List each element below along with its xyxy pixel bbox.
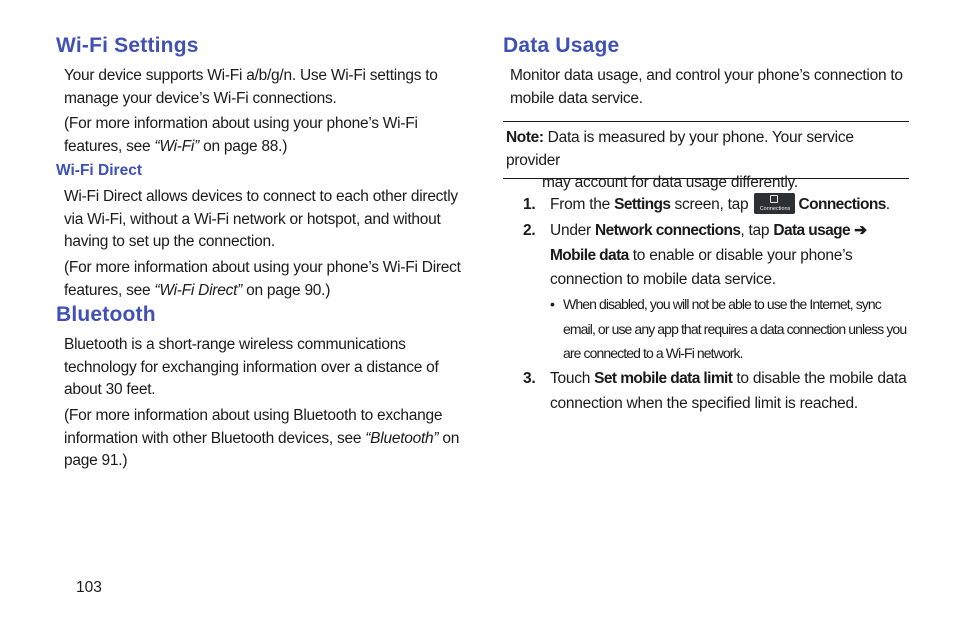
wifi-direct-ref-pre: (For more information about using your phone’s Wi-Fi Direct features, see — [64, 259, 461, 299]
bluetooth-intro: Bluetooth is a short-range wireless communications technology for exchanging information over a distance of about 30 feet. — [64, 336, 439, 398]
connections-icon-caption: Connections — [759, 206, 791, 212]
wifi-ref-post: on page 88.) — [199, 137, 288, 155]
bluetooth-ref-link: “Bluetooth” — [365, 429, 439, 447]
data-usage-intro: Monitor data usage, and control your phone’s connection to mobile data service. — [510, 67, 903, 107]
wifi-settings-intro: Your device supports Wi-Fi a/b/g/n. Use Wi-Fi settings to manage your device’s Wi-Fi connections. — [64, 67, 438, 107]
note-line-1: Data is measured by your phone. Your service provider — [506, 129, 854, 169]
step-2-pre: Under — [550, 222, 596, 239]
wifi-direct-heading: Wi-Fi Direct — [56, 162, 142, 179]
step-3-post: to disable the mobile data connection when the specified limit is reached. — [550, 370, 907, 412]
step-3-set-mobile-data-limit: Set mobile data limit — [594, 370, 733, 387]
bluetooth-ref-pre: (For more information about using Bluetooth to exchange information with other Bluetooth devices, see — [64, 407, 443, 447]
step-2-network-connections: Network connections — [595, 222, 741, 239]
bullet-item — [550, 292, 909, 366]
step-2-post: to enable or disable your phone’s connection to mobile data service. — [550, 246, 853, 288]
wifi-direct-intro: Wi-Fi Direct allows devices to connect to each other directly via Wi-Fi, without a Wi-Fi network or hotspot, and without having to set up the connection. — [64, 188, 458, 250]
connections-icon[interactable] — [754, 193, 795, 214]
step-1-mid: screen, tap — [670, 196, 753, 213]
bluetooth-ref-post: on page 91.) — [64, 429, 460, 469]
wifi-ref-link: “Wi-Fi” — [154, 137, 200, 155]
bullet-text: When disabled, you will not be able to use the Internet, sync email, or use any app that requires a data connection unless you are connected to a Wi-Fi network. — [563, 296, 907, 361]
step-2-data-usage: Data usage — [773, 222, 851, 239]
step-2-mobile-data: Mobile data — [550, 246, 629, 264]
wifi-settings-reference — [64, 113, 466, 158]
wifi-direct-ref-post: on page 90.) — [242, 281, 331, 299]
step-2-number: 2. — [523, 222, 536, 239]
note-label: Note: — [506, 129, 544, 146]
step-3-text — [550, 367, 909, 416]
wifi-direct-reference — [64, 257, 466, 302]
page-number: 103 — [76, 579, 102, 596]
data-usage-heading: Data Usage — [503, 34, 620, 57]
note-box — [506, 127, 909, 195]
step-1-pre: From the — [550, 196, 615, 213]
step-2-mid: , tap — [740, 222, 774, 239]
bullet-mark: • — [550, 296, 555, 312]
step-1-number: 1. — [523, 196, 536, 213]
step-1-connections: Connections — [798, 196, 886, 213]
note-line-2: may account for data usage differently. — [542, 174, 798, 191]
step-1-settings: Settings — [614, 196, 671, 213]
step-1-text — [550, 193, 909, 218]
step-3-number: 3. — [523, 370, 536, 387]
wifi-settings-heading: Wi-Fi Settings — [56, 34, 199, 57]
bluetooth-heading: Bluetooth — [56, 303, 156, 326]
step-2-arrow-icon: ➔ — [850, 222, 867, 239]
connections-glyph-icon — [770, 195, 778, 203]
note-top-rule — [503, 121, 909, 122]
step-2-text — [550, 219, 909, 293]
step-3-pre: Touch — [550, 370, 595, 387]
step-1-post: . — [885, 196, 890, 213]
wifi-direct-ref-link: “Wi-Fi Direct” — [154, 281, 243, 299]
wifi-ref-pre: (For more information about using your phone’s Wi-Fi features, see — [64, 115, 418, 155]
bluetooth-reference — [64, 405, 466, 473]
note-bottom-rule — [503, 178, 909, 179]
